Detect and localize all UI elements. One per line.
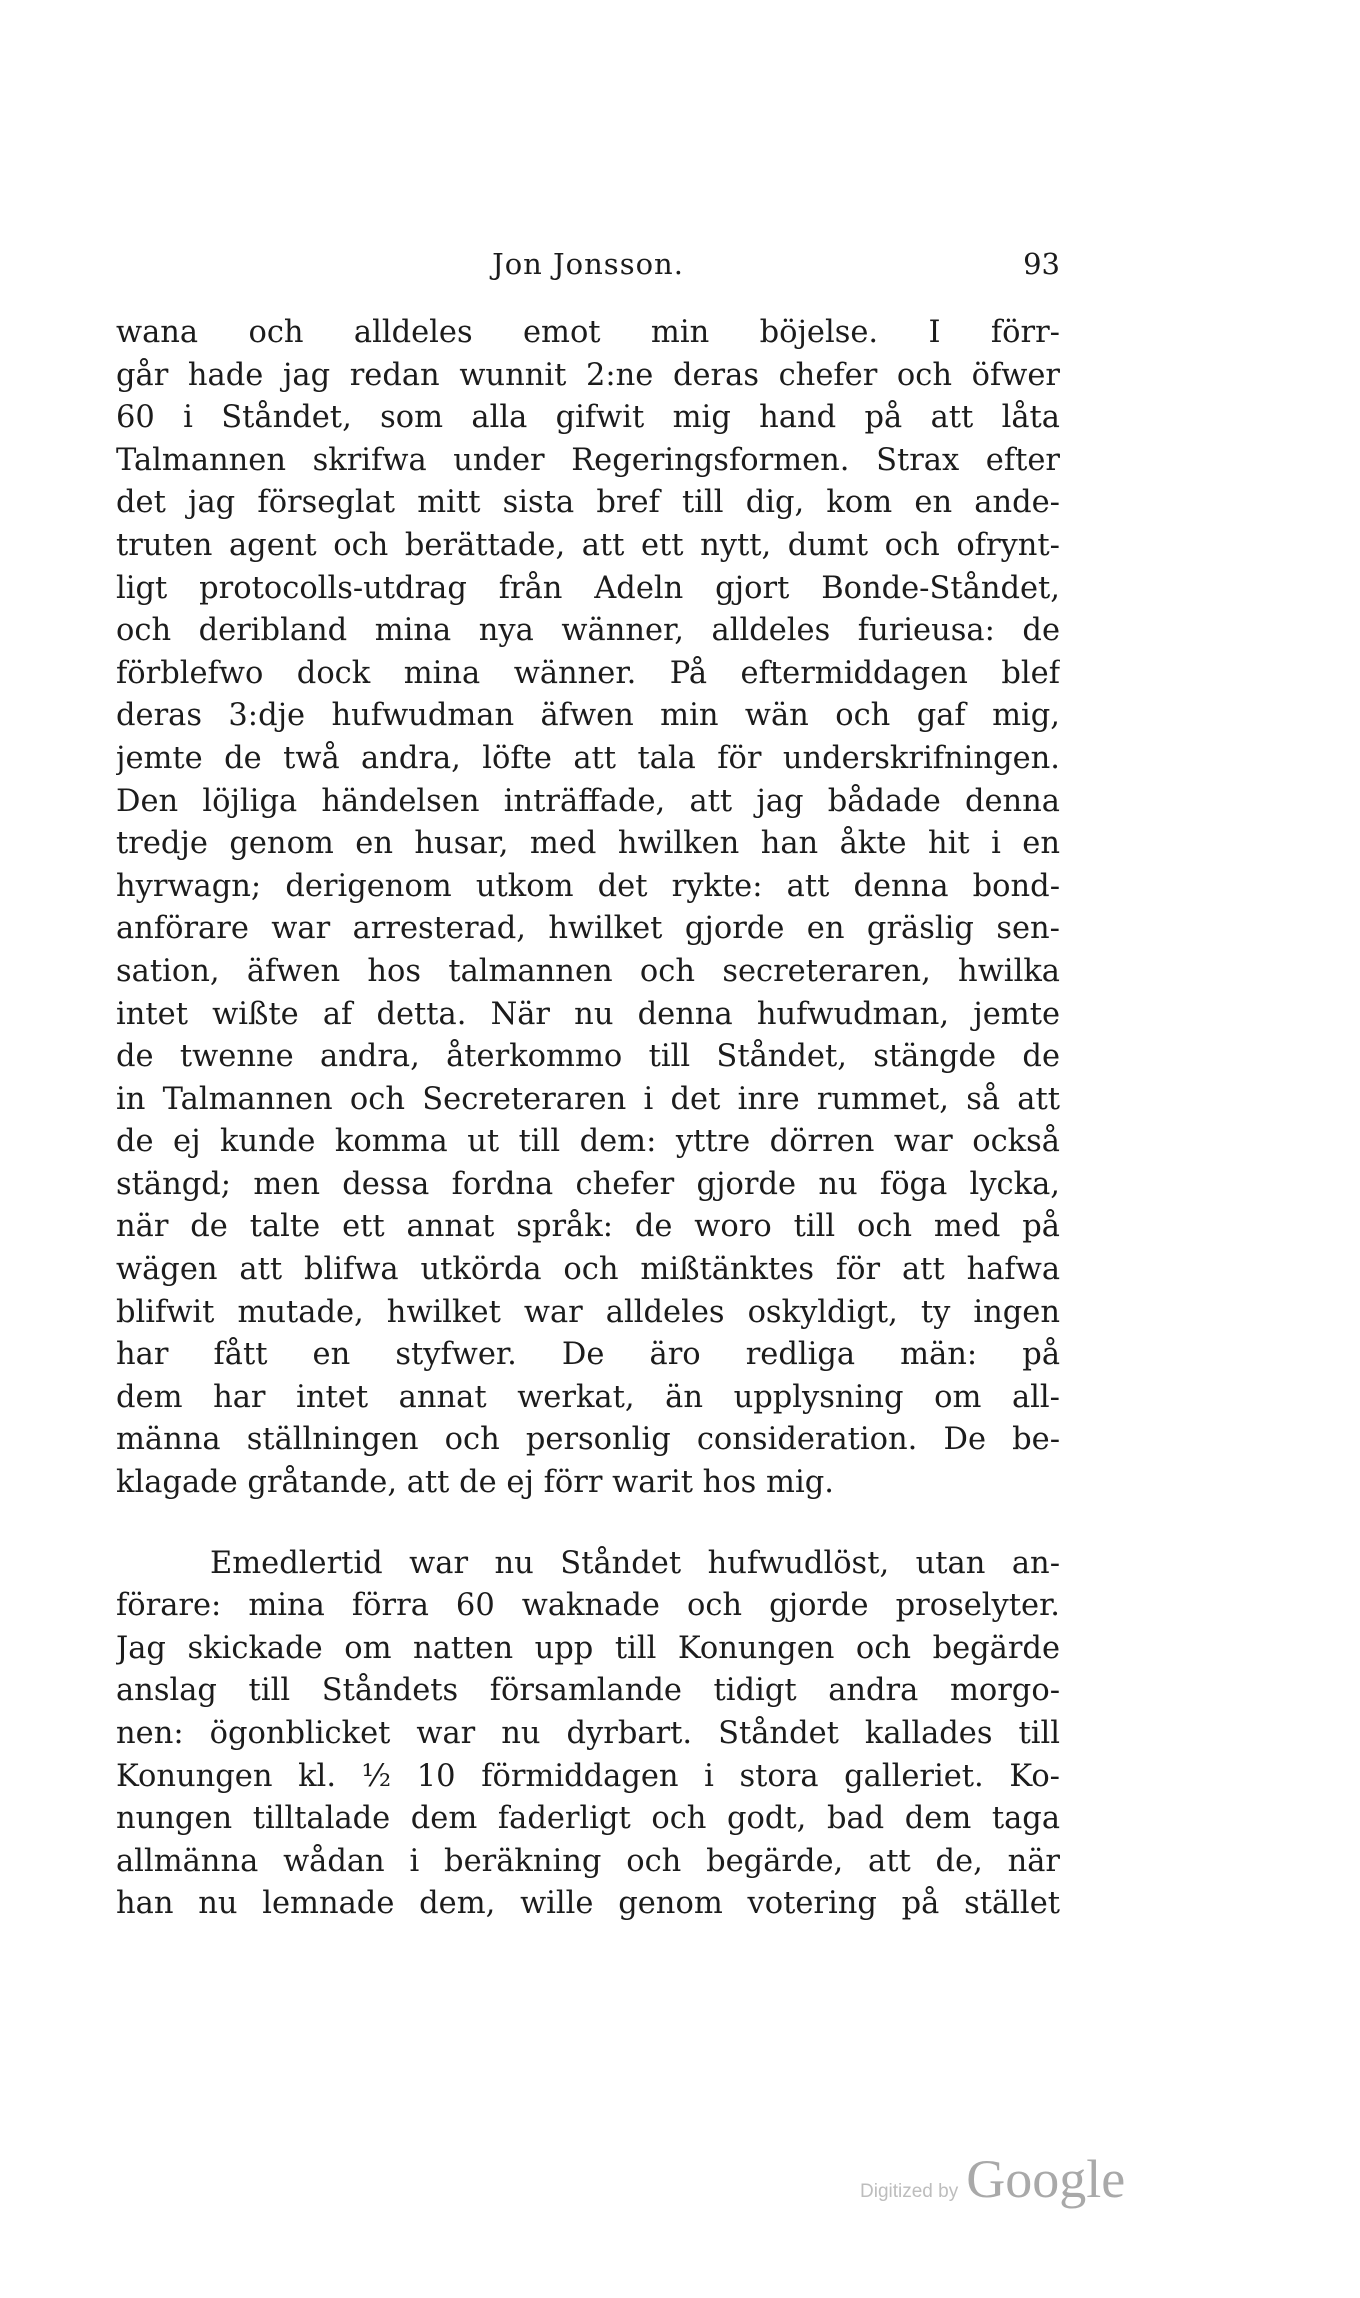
text-line: nen: ögonblicket war nu dyrbart. Ståndet kallades till: [116, 1716, 1060, 1751]
text-line: har fått en styfwer. De äro redliga män: på: [116, 1337, 1060, 1373]
text-line: allmänna wådan i beräkning och begärde, att de, när: [116, 1843, 1060, 1879]
text-line: klagade gråtande, att de ej förr warit hos mig.: [116, 1465, 834, 1501]
text-line: in Talmannen och Secreteraren i det inre rummet, så att: [116, 1081, 1060, 1117]
google-logo: Google: [966, 2149, 1126, 2209]
text-line: Talmannen skrifwa under Regeringsformen. Strax efter: [116, 442, 1060, 478]
text-line: männa ställningen och personlig consideration. De be-: [116, 1422, 1060, 1458]
watermark-prefix: Digitized by: [860, 2181, 959, 2202]
paragraph: [116, 1543, 1060, 1926]
text-line: de ej kunde komma ut till dem: yttre dörren war också: [116, 1124, 1060, 1160]
text-line: när de talte ett annat språk: de woro till och med på: [116, 1209, 1060, 1245]
paragraph-gap: [116, 1505, 1060, 1543]
text-line: Jag skickade om natten upp till Konungen och begärde: [116, 1630, 1060, 1666]
page-number: 93: [1023, 247, 1060, 281]
text-line: hyrwagn; derigenom utkom det rykte: att denna bond-: [116, 868, 1060, 904]
text-line: dem har intet annat werkat, än upplysning om all-: [116, 1379, 1060, 1415]
text-line: nungen tilltalade dem faderligt och godt, bad dem taga: [116, 1801, 1060, 1837]
paragraph: [116, 312, 1060, 1505]
running-title: Jon Jonsson.: [492, 247, 684, 281]
text-line: förblefwo dock mina wänner. På eftermiddagen blef: [116, 655, 1060, 691]
text-line: stängd; men dessa fordna chefer gjorde nu föga lycka,: [116, 1166, 1060, 1202]
text-line: han nu lemnade dem, wille genom votering på stället: [116, 1886, 1060, 1922]
text-line: sation, äfwen hos talmannen och secreteraren, hwilka: [116, 953, 1060, 989]
text-line: intet wißte af detta. När nu denna hufwudman, jemte: [116, 996, 1060, 1032]
text-line: ligt protocolls-utdrag från Adeln gjort Bonde-Ståndet,: [116, 570, 1060, 606]
text-line: det jag förseglat mitt sista bref till dig, kom en ande-: [116, 485, 1060, 521]
text-line: truten agent och berättade, att ett nytt, dumt och ofrynt-: [116, 527, 1060, 563]
text-line: förare: mina förra 60 waknade och gjorde proselyter.: [116, 1588, 1060, 1624]
text-line: blifwit mutade, hwilket war alldeles oskyldigt, ty ingen: [116, 1294, 1060, 1330]
text-line: anförare war arresterad, hwilket gjorde en gräslig sen-: [116, 911, 1060, 947]
text-line: wägen att blifwa utkörda och mißtänktes för att hafwa: [116, 1252, 1060, 1288]
text-line: deras 3:dje hufwudman äfwen min wän och gaf mig,: [116, 698, 1060, 734]
text-line: går hade jag redan wunnit 2:ne deras chefer och öfwer: [116, 357, 1060, 393]
running-header: [116, 240, 1060, 288]
text-line: anslag till Ståndets församlande tidigt andra morgo-: [116, 1673, 1060, 1709]
text-line: Konungen kl. ½ 10 förmiddagen i stora galleriet. Ko-: [116, 1758, 1060, 1794]
text-line: de twenne andra, återkommo till Ståndet, stängde de: [116, 1039, 1060, 1075]
text-line: Den löjliga händelsen inträffade, att jag bådade denna: [116, 783, 1060, 819]
text-line: Emedlertid war nu Ståndet hufwudlöst, utan an-: [210, 1545, 1060, 1581]
body-text: [116, 312, 1060, 1926]
text-line: jemte de twå andra, löfte att tala för underskrifningen.: [116, 740, 1060, 776]
digitization-watermark: [860, 2148, 1126, 2209]
text-line: tredje genom en husar, med hwilken han åkte hit i en: [116, 826, 1060, 862]
text-line: 60 i Ståndet, som alla gifwit mig hand på att låta: [116, 400, 1060, 436]
text-line: och deribland mina nya wänner, alldeles furieusa: de: [116, 613, 1060, 649]
text-line: wana och alldeles emot min böjelse. I förr-: [116, 315, 1060, 350]
